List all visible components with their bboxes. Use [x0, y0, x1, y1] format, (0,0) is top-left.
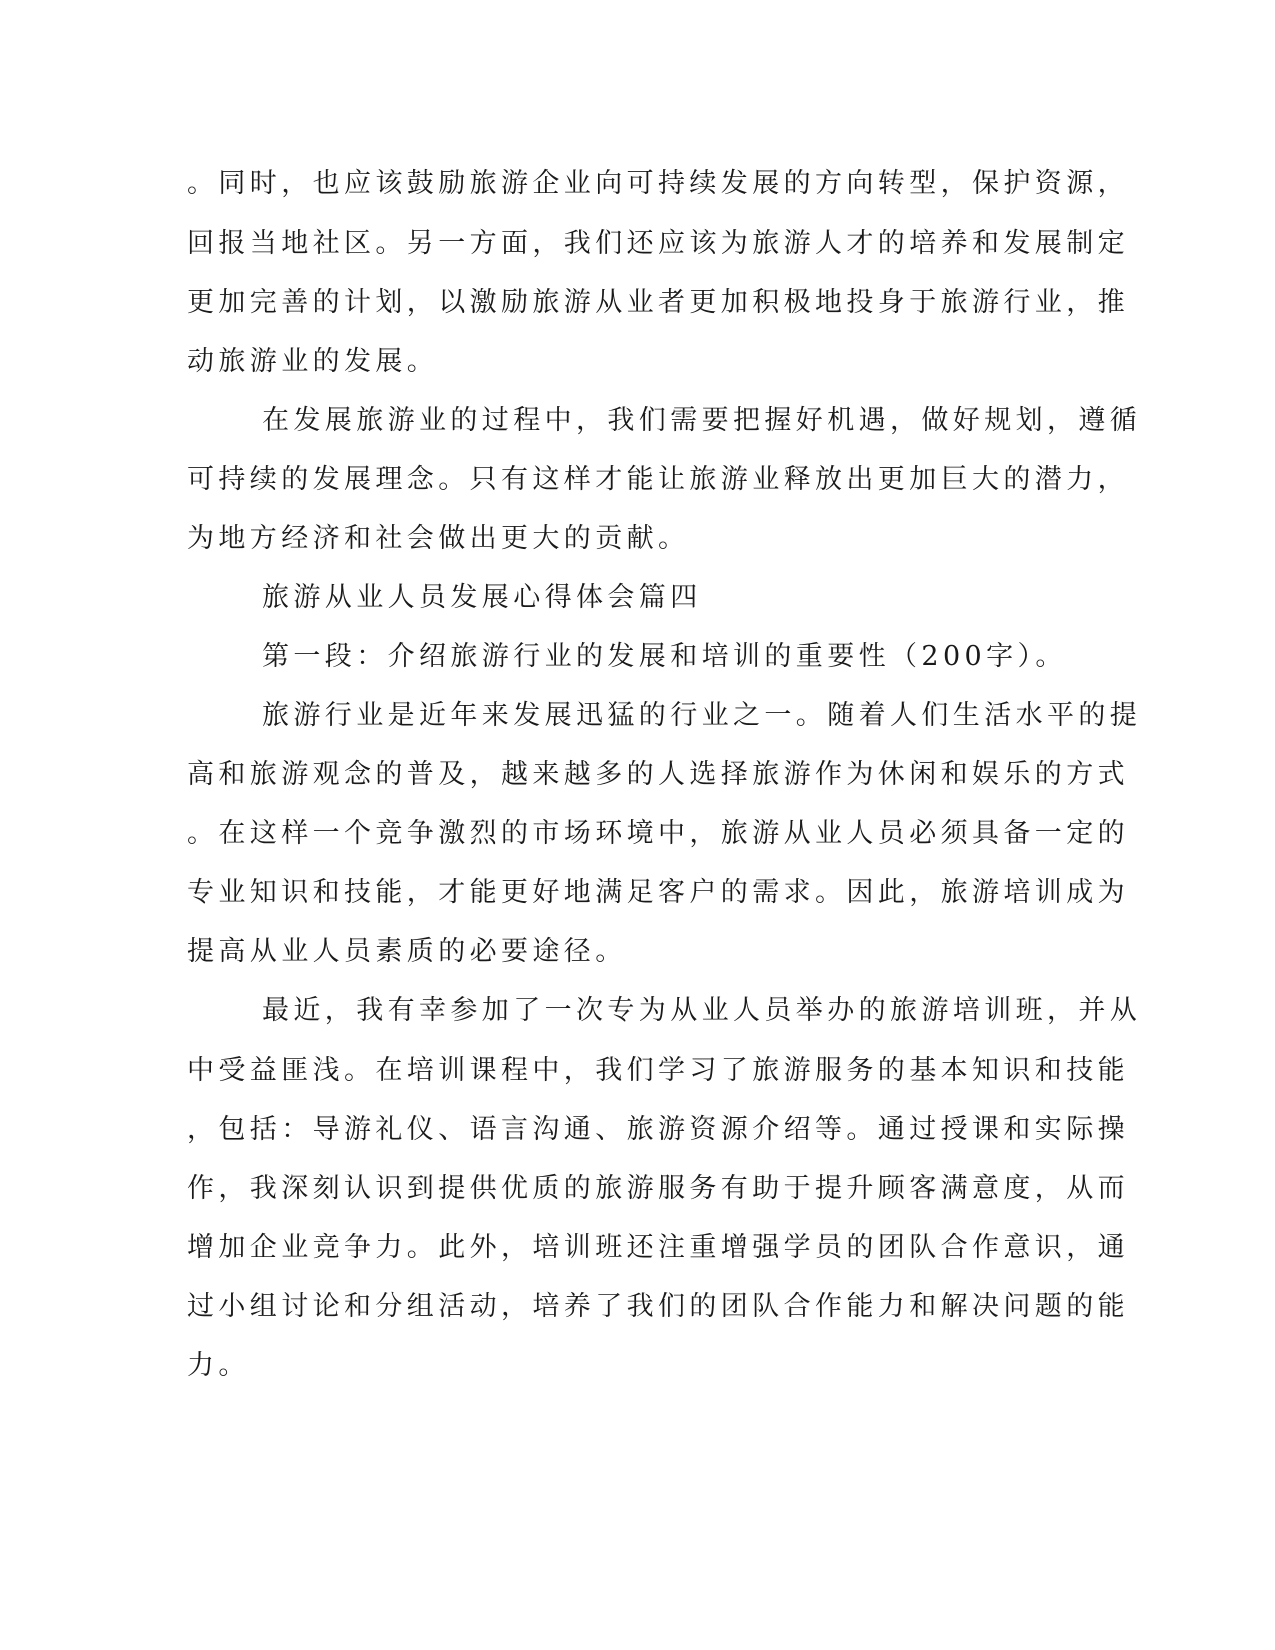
section-title: 旅游从业人员发展心得体会篇四 — [262, 582, 702, 613]
paragraph-line: 回报当地社区。另一方面，我们还应该为旅游人才的培养和发展制定 — [187, 228, 1129, 259]
paragraph-line: ，包括：导游礼仪、语言沟通、旅游资源介绍等。通过授课和实际操 — [187, 1114, 1129, 1145]
paragraph-line: 中受益匪浅。在培训课程中，我们学习了旅游服务的基本知识和技能 — [187, 1055, 1129, 1086]
paragraph-line: 。同时，也应该鼓励旅游企业向可持续发展的方向转型，保护资源， — [187, 168, 1129, 199]
paragraph-line: 作，我深刻认识到提供优质的旅游服务有助于提升顾客满意度，从而 — [187, 1173, 1129, 1204]
paragraph-line: 可持续的发展理念。只有这样才能让旅游业释放出更加巨大的潜力， — [187, 464, 1129, 495]
paragraph-line: 。在这样一个竞争激烈的市场环境中，旅游从业人员必须具备一定的 — [187, 818, 1129, 849]
paragraph-line: 高和旅游观念的普及，越来越多的人选择旅游作为休闲和娱乐的方式 — [187, 759, 1129, 790]
paragraph-line: 在发展旅游业的过程中，我们需要把握好机遇，做好规划，遵循 — [262, 405, 1142, 436]
section-subtitle: 第一段：介绍旅游行业的发展和培训的重要性（200字）。 — [262, 641, 1067, 672]
paragraph-line: 增加企业竞争力。此外，培训班还注重增强学员的团队合作意识，通 — [187, 1232, 1129, 1263]
paragraph-line: 提高从业人员素质的必要途径。 — [187, 936, 627, 967]
paragraph-line: 更加完善的计划，以激励旅游从业者更加积极地投身于旅游行业，推 — [187, 287, 1129, 318]
paragraph-line: 力。 — [187, 1350, 250, 1381]
paragraph-line: 最近，我有幸参加了一次专为从业人员举办的旅游培训班，并从 — [262, 995, 1142, 1026]
paragraph-line: 动旅游业的发展。 — [187, 346, 439, 377]
paragraph-line: 旅游行业是近年来发展迅猛的行业之一。随着人们生活水平的提 — [262, 700, 1142, 731]
paragraph-line: 过小组讨论和分组活动，培养了我们的团队合作能力和解决问题的能 — [187, 1291, 1129, 1322]
paragraph-line: 为地方经济和社会做出更大的贡献。 — [187, 523, 690, 554]
paragraph-line: 专业知识和技能，才能更好地满足客户的需求。因此，旅游培训成为 — [187, 877, 1129, 908]
